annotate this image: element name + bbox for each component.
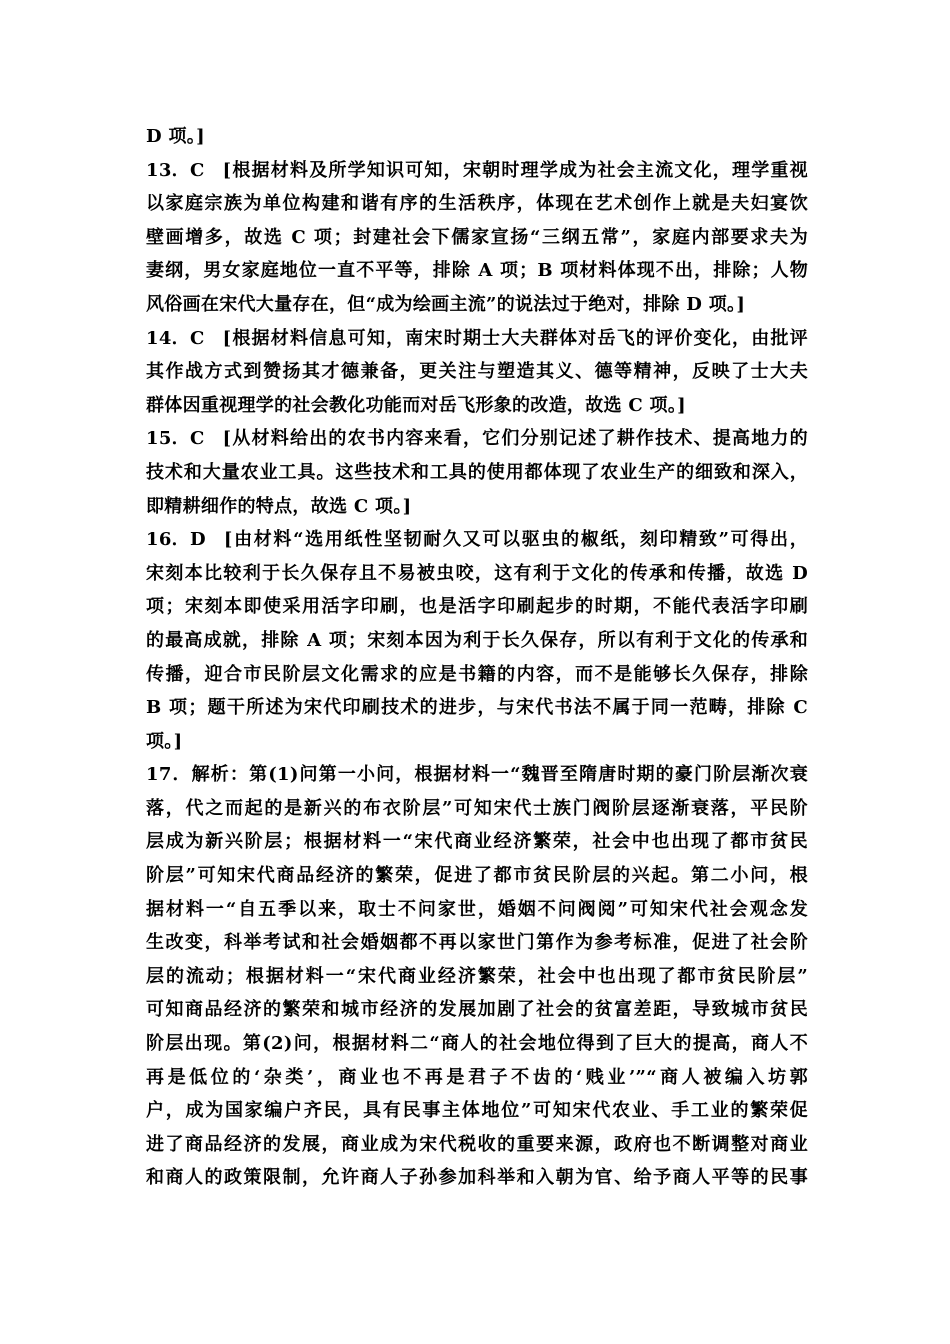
- question-number: 16．D: [146, 529, 206, 551]
- text-line: 据材料一“自五季以来，取士不问家世，婚姻不问阀阅”可知宋代社会观念发: [146, 898, 808, 920]
- answer-13-first-line: [146, 154, 808, 188]
- text-line: 群体因重视理学的社会教化功能而对岳飞形象的改造，故选 C 项。]: [146, 394, 686, 416]
- text-line: 层成为新兴阶层；根据材料一“宋代商业经济繁荣，社会中也出现了都市贫民: [146, 831, 808, 853]
- text-line: 层的流动；根据材料一“宋代商业经济繁荣，社会中也出现了都市贫民阶层”: [146, 965, 808, 987]
- text-line: [从材料给出的农书内容来看，它们分别记述了耕作技术、提高地力的: [222, 428, 808, 450]
- text-line: 阶层出现。第(2)问，根据材料二“商人的社会地位得到了巨大的提高，商人不: [146, 1033, 808, 1055]
- text-line: 和商人的政策限制，允许商人子孙参加科举和入朝为官、给予商人平等的民事: [146, 1167, 808, 1189]
- text-line: B 项；题干所述为宋代印刷技术的进步，与宋代书法不属于同一范畴，排除 C: [146, 697, 808, 719]
- text-line: 户，成为国家编户齐民，具有民事主体地位”可知宋代农业、手工业的繁荣促: [146, 1100, 808, 1122]
- text-line: 可知商品经济的繁荣和城市经济的发展加剧了社会的贫富差距，导致城市贫民: [146, 999, 808, 1021]
- text-line: 宋刻本比较利于长久保存且不易被虫咬，这有利于文化的传承和传播，故选 D: [146, 562, 808, 584]
- text-line: 进了商品经济的发展，商业成为宋代税收的重要来源，政府也不断调整对商业: [146, 1133, 808, 1155]
- text-line: 的最高成就，排除 A 项；宋刻本因为利于长久保存，所以有利于文化的传承和: [146, 629, 808, 651]
- text-line: 再是低位的‘杂类’，商业也不再是君子不齿的‘贱业’”“商人被编入坊郭: [146, 1066, 808, 1088]
- answer-16-first-line: [146, 523, 808, 557]
- text-line: 阶层”可知宋代商品经济的繁荣，促进了都市贫民阶层的兴起。第二小问，根: [146, 865, 808, 887]
- text-line: [根据材料及所学知识可知，宋朝时理学成为社会主流文化，理学重视: [222, 159, 808, 181]
- answer-text-block: [146, 120, 808, 1195]
- text-line: [根据材料信息可知，南宋时期士大夫群体对岳飞的评价变化，由批评: [222, 327, 808, 349]
- text-line: 落，代之而起的是新兴的布衣阶层”可知宋代士族门阀阶层逐渐衰落，平民阶: [146, 797, 808, 819]
- text-line: 项。]: [146, 730, 183, 752]
- text-line: 项；宋刻本即使采用活字印刷，也是活字印刷起步的时期，不能代表活字印刷: [146, 596, 808, 618]
- text-line: 壁画增多，故选 C 项；封建社会下儒家宣扬“三纲五常”，家庭内部要求夫为: [146, 226, 808, 248]
- text-line: 技术和大量农业工具。这些技术和工具的使用都体现了农业生产的细致和深入，: [146, 461, 808, 483]
- text-line: 其作战方式到赞扬其才德兼备，更关注与塑造其义、德等精神，反映了士大夫: [146, 361, 808, 383]
- question-number: 15．C: [146, 428, 205, 450]
- question-number: 14．C: [146, 327, 205, 349]
- text-line: 妻纲，男女家庭地位一直不平等，排除 A 项；B 项材料体现不出，排除；人物: [146, 260, 808, 282]
- text-line: 风俗画在宋代大量存在，但“成为绘画主流”的说法过于绝对，排除 D 项。]: [146, 293, 746, 315]
- text-line: 即精耕细作的特点，故选 C 项。]: [146, 495, 412, 517]
- answer-17-first-line: 17．解析：第(1)问第一小问，根据材料一“魏晋至隋唐时期的豪门阶层渐次衰: [146, 764, 808, 786]
- text-line: 以家庭宗族为单位构建和谐有序的生活秩序，体现在艺术创作上就是夫妇宴饮: [146, 193, 808, 215]
- text-line: 传播，迎合市民阶层文化需求的应是书籍的内容，而不是能够长久保存，排除: [146, 663, 808, 685]
- text-line: [由材料“选用纸性坚韧耐久又可以驱虫的椒纸，刻印精致”可得出，: [223, 529, 808, 551]
- question-number: 13．C: [146, 159, 205, 181]
- answer-14-first-line: [146, 322, 808, 356]
- text-line: 生改变，科举考试和社会婚姻都不再以家世门第作为参考标准，促进了社会阶: [146, 932, 808, 954]
- text-line: D 项。]: [146, 126, 205, 147]
- answer-15-first-line: [146, 422, 808, 456]
